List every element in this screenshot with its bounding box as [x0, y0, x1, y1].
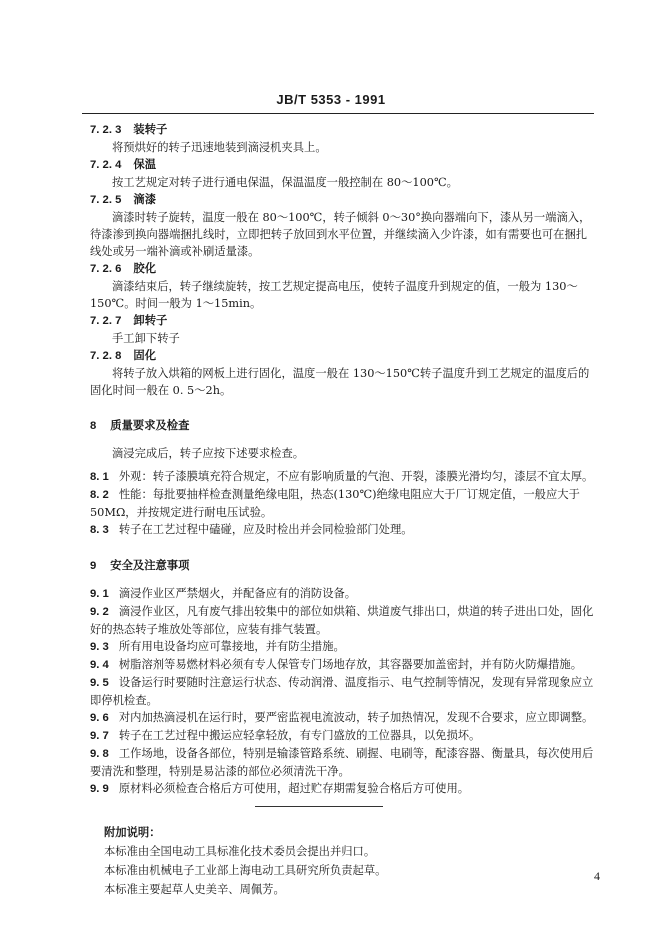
page-header: JB/T 5353 - 1991 — [276, 92, 386, 107]
appendix — [104, 823, 595, 899]
subsection-7-2-4 — [90, 156, 595, 191]
clause-9-6 — [90, 709, 595, 727]
subsection-body: 将预烘好的转子迅速地装到滴浸机夹具上。 — [112, 141, 327, 154]
subsection-title: 保温 — [133, 157, 157, 171]
appendix-line: 本标准由全国电动工具标准化技术委员会提出并归口。 — [104, 845, 376, 858]
subsection-body: 滴漆时转子旋转，温度一般在 80～100℃，转子倾斜 0～30°换向器端向下，漆从另一端滴入，待漆渗到换向器端捆扎线时，立即把转子放回到水平位置，并继续滴入少许漆，如有需要也可在捆扎线处或另一端补滴或补刷适量漆。 — [90, 211, 591, 258]
clause-9-9 — [90, 780, 595, 798]
subsection-7-2-6 — [90, 260, 595, 312]
subsection-title: 胶化 — [133, 261, 157, 275]
subsection-body: 手工卸下转子 — [112, 332, 180, 345]
document-body — [90, 121, 595, 899]
clause-text: 设备运行时要随时注意运行状态、传动润滑、温度指示、电气控制等情况，发现有异常现象应立即停机检查。 — [90, 676, 594, 707]
clause-text: 滴浸作业区严禁烟火，并配备应有的消防设备。 — [118, 587, 357, 600]
appendix-line: 本标准主要起草人史美辛、周佩芳。 — [104, 883, 285, 896]
clause-number: 9. 8 — [90, 748, 109, 760]
clause-9-5 — [90, 674, 595, 709]
clause-text: 外观：转子漆膜填充符合规定，不应有影响质量的气泡、开裂，漆膜光滑均匀，漆层不宜太厚。 — [118, 470, 594, 483]
clause-number: 8. 2 — [90, 489, 109, 501]
clause-number: 9. 9 — [90, 783, 109, 795]
section-8-heading — [90, 417, 595, 435]
subsection-7-2-3 — [90, 121, 595, 156]
page-number: 4 — [594, 869, 600, 883]
subsection-number: 7. 2. 7 — [90, 315, 122, 327]
clause-9-7 — [90, 727, 595, 745]
subsection-7-2-5 — [90, 191, 595, 260]
subsection-body: 滴漆结束后，转子继续旋转，按工艺规定提高电压，使转子温度升到规定的值，一般为 130～150℃。时间一般为 1～15min。 — [90, 280, 578, 310]
subsection-number: 7. 2. 4 — [90, 159, 122, 171]
section-title: 安全及注意事项 — [110, 558, 190, 572]
clause-number: 8. 3 — [90, 524, 109, 536]
subsection-7-2-8 — [90, 347, 595, 399]
subsection-title: 滴漆 — [133, 192, 157, 206]
section-9-heading — [90, 557, 595, 575]
end-rule — [255, 806, 383, 807]
clause-9-4 — [90, 656, 595, 674]
clause-text: 所有用电设备均应可靠接地，并有防尘措施。 — [118, 640, 345, 653]
subsection-body: 按工艺规定对转子进行通电保温，保温温度一般控制在 80～100℃。 — [112, 176, 458, 189]
section-number: 8 — [90, 420, 97, 432]
clause-number: 9. 5 — [90, 677, 109, 689]
section-number: 9 — [90, 560, 97, 572]
clause-9-3 — [90, 638, 595, 656]
subsection-number: 7. 2. 6 — [90, 263, 122, 275]
clause-number: 9. 4 — [90, 659, 109, 671]
clause-text: 转子在工艺过程中磕碰，应及时检出并会同检验部门处理。 — [118, 523, 413, 536]
clause-number: 9. 2 — [90, 606, 109, 618]
clause-number: 8. 1 — [90, 471, 109, 483]
clause-text: 对内加热滴浸机在运行时，要严密监视电流波动，转子加热情况，发现不合要求，应立即调整。 — [118, 711, 594, 724]
subsection-number: 7. 2. 8 — [90, 350, 122, 362]
clause-text: 滴浸作业区，凡有废气排出较集中的部位如烘箱、烘道废气排出口，烘道的转子进出口处，固化好的热态转子堆放处等部位，应装有排气装置。 — [90, 605, 594, 636]
header-rule — [82, 113, 594, 114]
clause-text: 树脂溶剂等易燃材料必须有专人保管专门场地存放，其容器要加盖密封，并有防火防爆措施。 — [118, 658, 583, 671]
clause-9-1 — [90, 585, 595, 603]
clause-8-1 — [90, 468, 595, 486]
clause-9-2 — [90, 603, 595, 638]
subsection-title: 固化 — [133, 348, 157, 362]
subsection-title: 卸转子 — [133, 313, 168, 327]
appendix-title: 附加说明： — [104, 825, 161, 839]
subsection-number: 7. 2. 3 — [90, 124, 122, 136]
subsection-7-2-7 — [90, 312, 595, 347]
clause-text: 性能：每批要抽样检查测量绝缘电阻，热态(130℃)绝缘电阻应大于厂订规定值，一般应大于 50MΩ，并按规定进行耐电压试验。 — [90, 488, 580, 519]
clause-8-3 — [90, 521, 595, 539]
subsection-number: 7. 2. 5 — [90, 194, 122, 206]
clause-number: 9. 6 — [90, 712, 109, 724]
clause-8-2 — [90, 486, 595, 521]
clause-text: 原材料必须检查合格后方可使用，超过贮存期需复验合格后方可使用。 — [118, 782, 470, 795]
section-title: 质量要求及检查 — [110, 418, 190, 432]
section-8-intro: 滴浸完成后，转子应按下述要求检查。 — [112, 447, 305, 460]
appendix-line: 本标准由机械电子工业部上海电动工具研究所负责起草。 — [104, 864, 387, 877]
subsection-title: 装转子 — [133, 122, 168, 136]
clause-text: 转子在工艺过程中搬运应轻拿轻放，有专门盛放的工位器具，以免损坏。 — [118, 729, 481, 742]
subsection-body: 将转子放入烘箱的网板上进行固化，温度一般在 130～150℃转子温度升到工艺规定的温度后的固化时间一般在 0. 5～2h。 — [90, 367, 590, 397]
clause-number: 9. 3 — [90, 641, 109, 653]
clause-9-8 — [90, 745, 595, 780]
clause-number: 9. 1 — [90, 588, 109, 600]
clause-text: 工作场地，设备各部位，特别是输漆管路系统、刷握、电刷等，配漆容器、衡量具，每次使用后要清洗和整理，特别是易沾漆的部位必须清洗干净。 — [90, 747, 594, 778]
clause-number: 9. 7 — [90, 730, 109, 742]
